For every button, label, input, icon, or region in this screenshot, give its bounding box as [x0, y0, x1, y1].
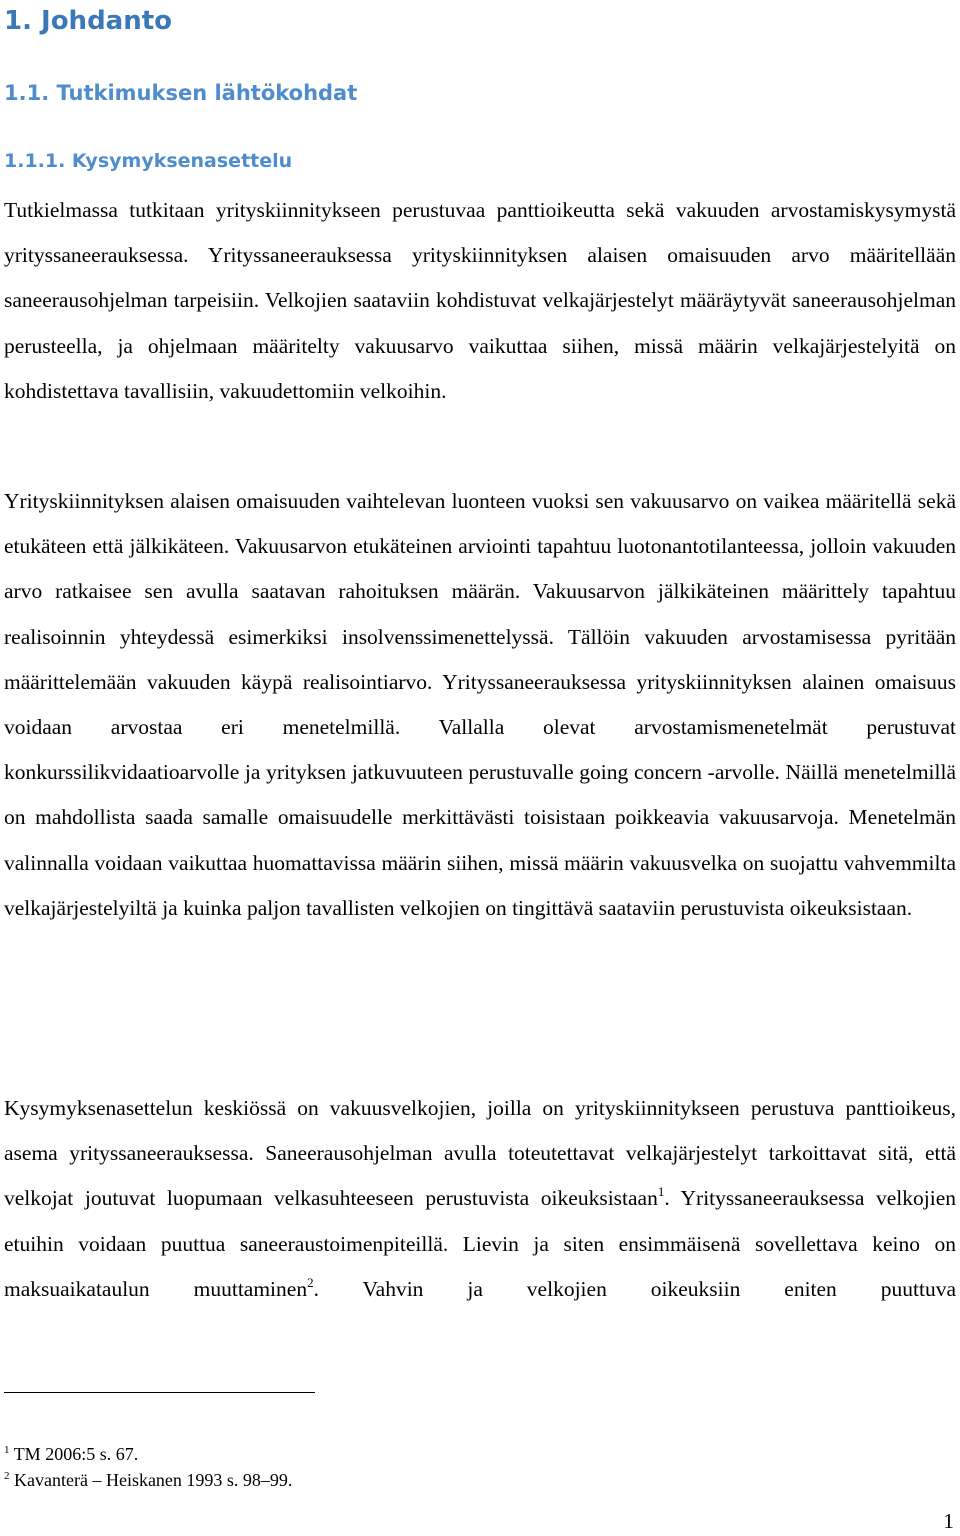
page-number: 1: [943, 1509, 954, 1533]
paragraph-3: [4, 1086, 956, 1312]
footnote-ref-2: 2: [307, 1274, 314, 1290]
footnote-ref-1: 1: [657, 1184, 665, 1200]
paragraph-3-text-1: Kysymyksenasettelun keskiössä on vakuusvelkojien, joilla on yrityskiinnitykseen perustuva panttioikeus, asema yrityssaneerauksessa. Saneerausohjelman avulla toteutettavat velkajärjestelyt tarkoittavat sitä, että velkojat joutuvat luopumaan velkasuhteeseen perustuvista oikeuksistaan: [4, 1096, 956, 1211]
chapter-heading: 1. Johdanto: [4, 6, 173, 36]
footnote-2-number: 2: [4, 1470, 10, 1482]
paragraph-2: Yrityskiinnityksen alaisen omaisuuden vaihtelevan luonteen vuoksi sen vakuusarvo on vaikea määritellä sekä etukäteen että jälkikäteen. Vakuusarvon etukäteinen arviointi tapahtuu luotonantotilanteessa, jolloin vakuuden arvo ratkaisee sen avulla saatavan rahoituksen määrän. Vakuusarvon jälkikäteinen määrittely tapahtuu realisoinnin yhteydessä esimerkiksi insolvenssimenettelyssä. Tällöin vakuuden arvostamisessa pyritään määrittelemään vakuuden käypä realisointiarvo. Yrityssaneerauksessa yrityskiinnityksen alainen omaisuus voidaan arvostaa eri menetelmillä. Vallalla olevat arvostamismenetelmät perustuvat konkurssilikvidaatioarvolle ja yrityksen jatkuvuuteen perustuvalle going concern -arvolle. Näillä menetelmillä on mahdollista saada samalle omaisuudelle merkittävästi toisistaan poikkeavia vakuusarvoja. Menetelmän valinnalla voidaan vaikuttaa huomattavissa määrin siihen, missä määrin vakuusvelka on suojattu vahvemmilta velkajärjestelyiltä ja kuinka paljon tavallisten velkojien on tingittävä saataviin perustuvista oikeuksistaan.: [4, 489, 956, 920]
paragraph-3-text-3: . Vahvin ja velkojien oikeuksiin eniten puuttuva: [313, 1276, 956, 1301]
subsection-heading: 1.1.1. Kysymyksenasettelu: [4, 150, 293, 172]
section-heading: 1.1. Tutkimuksen lähtökohdat: [4, 81, 358, 105]
footnote-2: [4, 1468, 292, 1492]
footnote-2-text: Kavanterä – Heiskanen 1993 s. 98–99.: [14, 1470, 293, 1490]
footnote-separator: [4, 1392, 315, 1393]
footnote-1-text: TM 2006:5 s. 67.: [13, 1444, 139, 1464]
footnote-1-number: 1: [4, 1444, 10, 1456]
footnote-1: [4, 1442, 138, 1466]
paragraph-1: Tutkielmassa tutkitaan yrityskiinnitykseen perustuvaa panttioikeutta sekä vakuuden arvostamiskysymystä yrityssaneerauksessa. Yrityssaneerauksessa yrityskiinnityksen alaisen omaisuuden arvo määritellään saneerausohjelman tarpeisiin. Velkojien saataviin kohdistuvat velkajärjestelyt määräytyvät saneerausohjelman perusteella, ja ohjelmaan määritelty vakuusarvo vaikuttaa siihen, missä määrin velkajärjestelyitä on kohdistettava tavallisiin, vakuudettomiin velkoihin.: [4, 198, 956, 403]
paragraph-3-text-2: . Yrityssaneerauksessa velkojien etuihin voidaan puuttua saneeraustoimenpiteillä. Lievin ja siten ensimmäisenä sovellettava keino on maksuaikataulun muuttaminen: [4, 1186, 956, 1301]
